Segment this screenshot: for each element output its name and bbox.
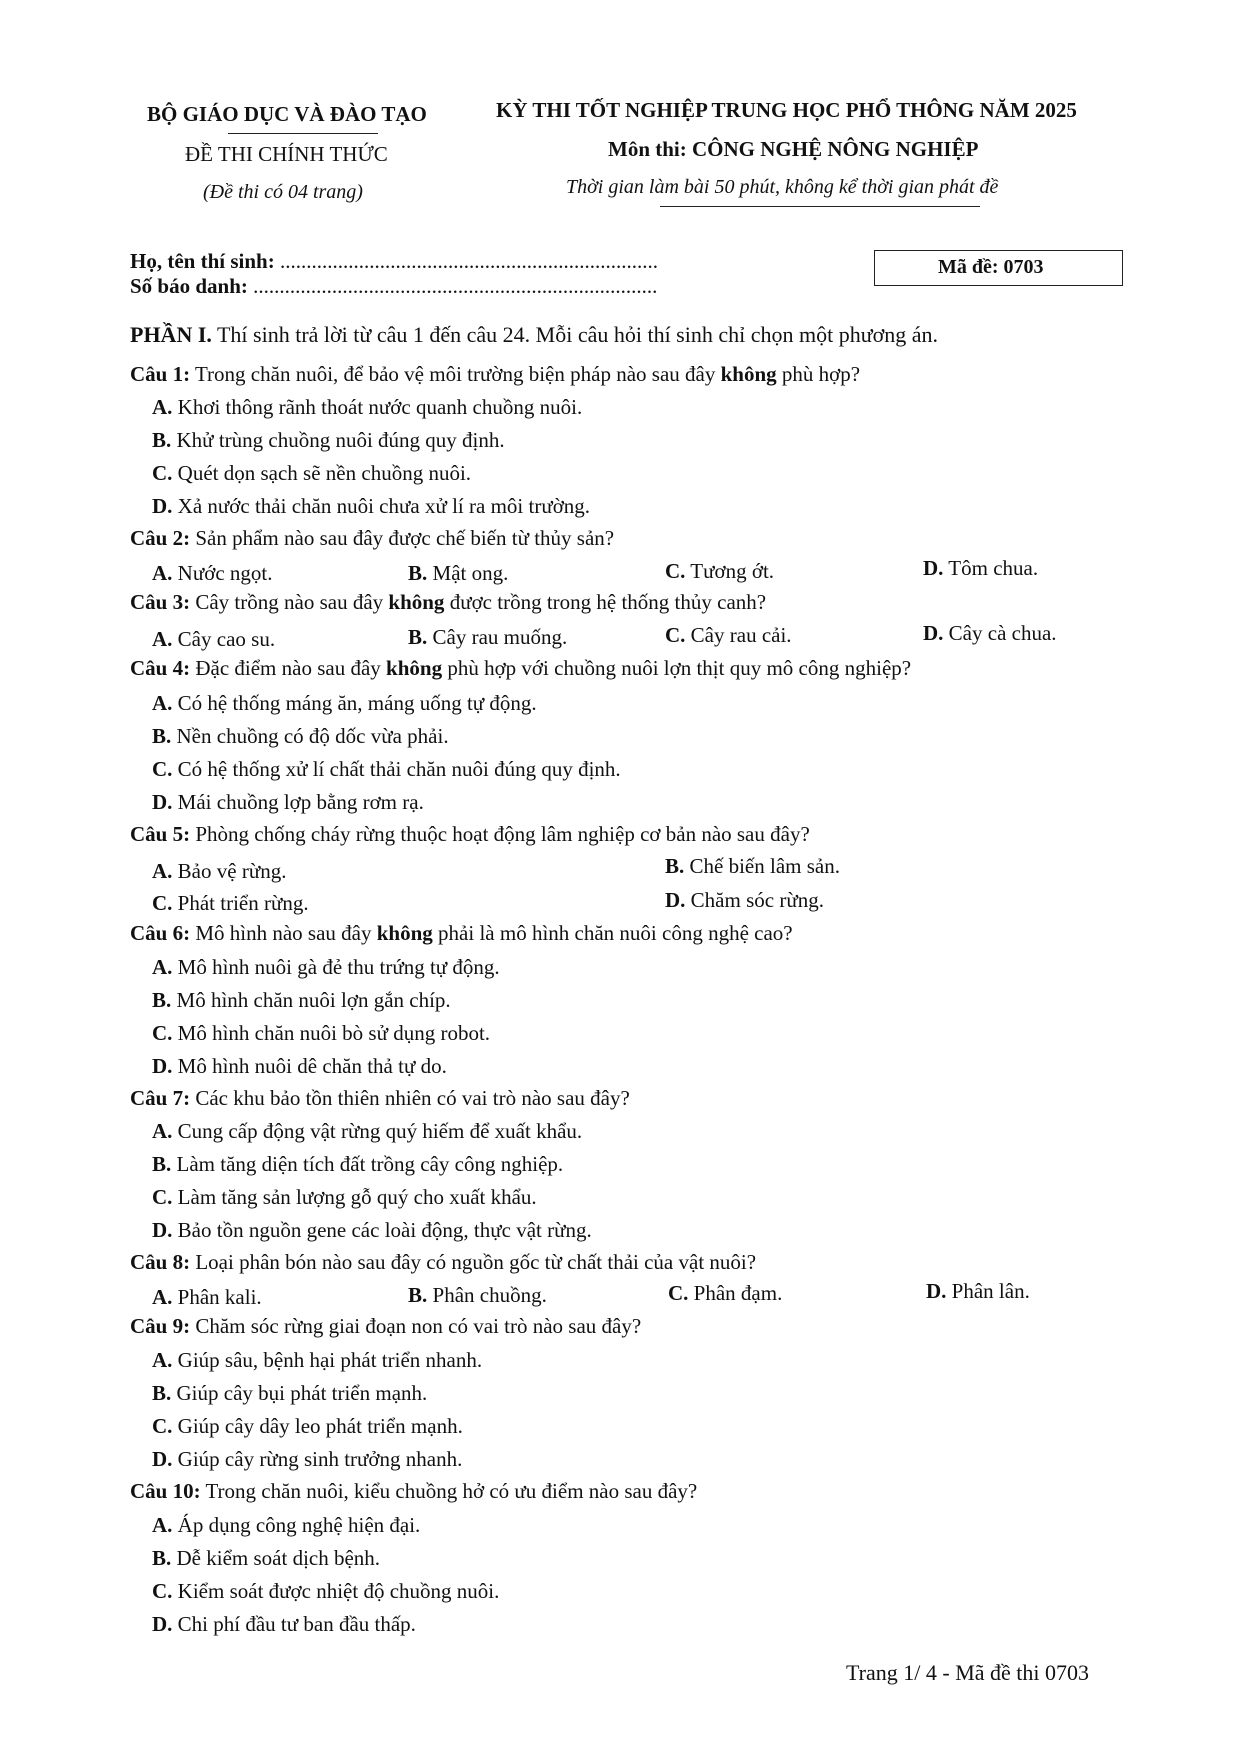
option-d[interactable]: D. Xả nước thải chăn nuôi chưa xử lí ra môi trường. bbox=[152, 494, 591, 518]
question-emphasis: không bbox=[720, 362, 777, 386]
option-c[interactable]: C. Kiểm soát được nhiệt độ chuồng nuôi. bbox=[152, 1579, 500, 1603]
question-number: Câu 8: bbox=[130, 1250, 191, 1274]
question-number: Câu 1: bbox=[130, 362, 191, 386]
question-text: Cây trồng nào sau đây bbox=[190, 590, 389, 614]
option-c[interactable]: C. Tương ớt. bbox=[665, 559, 775, 583]
question-stem bbox=[130, 362, 860, 387]
option-d[interactable]: D. Mô hình nuôi dê chăn thả tự do. bbox=[152, 1054, 447, 1078]
option-b[interactable]: B. Giúp cây bụi phát triển mạnh. bbox=[152, 1381, 428, 1405]
question-number: Câu 2: bbox=[130, 526, 191, 550]
subject-name: CÔNG NGHỆ NÔNG NGHIỆP bbox=[692, 137, 979, 161]
option-a[interactable]: A. Phân kali. bbox=[152, 1285, 262, 1309]
part-heading bbox=[130, 322, 938, 348]
option-b[interactable]: B. Mật ong. bbox=[408, 561, 509, 585]
option-d[interactable]: D. Giúp cây rừng sinh trưởng nhanh. bbox=[152, 1447, 463, 1471]
part-label: PHẦN I. bbox=[130, 322, 212, 347]
option-d[interactable]: D. Chăm sóc rừng. bbox=[665, 888, 824, 912]
subject-line bbox=[608, 137, 978, 162]
question-text: Đặc điểm nào sau đây bbox=[190, 656, 387, 680]
question-text-end: phù hợp với chuồng nuôi lợn thịt quy mô công nghiệp? bbox=[442, 656, 912, 680]
question-text-end: phù hợp? bbox=[776, 362, 861, 386]
option-d[interactable]: D. Mái chuồng lợp bằng rơm rạ. bbox=[152, 790, 424, 814]
candidate-name-label: Họ, tên thí sinh: bbox=[130, 249, 275, 273]
option-c[interactable]: C. Cây rau cải. bbox=[665, 623, 792, 647]
exam-code-box bbox=[874, 250, 1123, 286]
option-b[interactable]: B. Cây rau muống. bbox=[408, 625, 568, 649]
question-stem bbox=[130, 526, 614, 551]
question-stem bbox=[130, 1479, 697, 1504]
time-underline bbox=[660, 206, 980, 207]
question-stem bbox=[130, 822, 810, 847]
question-stem bbox=[130, 590, 766, 615]
question-number: Câu 4: bbox=[130, 656, 191, 680]
option-d[interactable]: D. Chi phí đầu tư ban đầu thấp. bbox=[152, 1612, 416, 1636]
question-text: Trong chăn nuôi, để bảo vệ môi trường biện pháp nào sau đây bbox=[190, 362, 721, 386]
option-b[interactable]: B. Nền chuồng có độ dốc vừa phải. bbox=[152, 724, 449, 748]
option-b[interactable]: B. Dễ kiểm soát dịch bệnh. bbox=[152, 1546, 381, 1570]
option-a[interactable]: A. Cây cao su. bbox=[152, 627, 276, 651]
candidate-id-dots: ............................................................................. bbox=[253, 274, 658, 298]
option-c[interactable]: C. Quét dọn sạch sẽ nền chuồng nuôi. bbox=[152, 461, 472, 485]
question-text-end: được trồng trong hệ thống thủy canh? bbox=[444, 590, 767, 614]
ministry-underline bbox=[228, 133, 378, 134]
question-stem bbox=[130, 656, 911, 681]
option-a[interactable]: A. Khơi thông rãnh thoát nước quanh chuồng nuôi. bbox=[152, 395, 583, 419]
part-instructions: Thí sinh trả lời từ câu 1 đến câu 24. Mỗi câu hỏi thí sinh chỉ chọn một phương án. bbox=[211, 322, 939, 347]
option-d[interactable]: D. Phân lân. bbox=[926, 1279, 1030, 1303]
option-c[interactable]: C. Phát triển rừng. bbox=[152, 891, 309, 915]
candidate-name-dots: ........................................................................ bbox=[279, 249, 658, 273]
question-text: Mô hình nào sau đây bbox=[190, 921, 377, 945]
option-a[interactable]: A. Có hệ thống máng ăn, máng uống tự động. bbox=[152, 691, 537, 715]
page-footer: Trang 1/ 4 - Mã đề thi 0703 bbox=[846, 1660, 1090, 1685]
question-text: Phòng chống cháy rừng thuộc hoạt động lâm nghiệp cơ bản nào sau đây? bbox=[190, 822, 810, 846]
option-a[interactable]: A. Mô hình nuôi gà đẻ thu trứng tự động. bbox=[152, 955, 500, 979]
question-text: Các khu bảo tồn thiên nhiên có vai trò nào sau đây? bbox=[190, 1086, 630, 1110]
option-d[interactable]: D. Bảo tồn nguồn gene các loài động, thực vật rừng. bbox=[152, 1218, 592, 1242]
question-emphasis: không bbox=[388, 590, 445, 614]
option-b[interactable]: B. Mô hình chăn nuôi lợn gắn chíp. bbox=[152, 988, 451, 1012]
option-a[interactable]: A. Giúp sâu, bệnh hại phát triển nhanh. bbox=[152, 1348, 483, 1372]
option-c[interactable]: C. Giúp cây dây leo phát triển mạnh. bbox=[152, 1414, 463, 1438]
option-d[interactable]: D. Tôm chua. bbox=[923, 556, 1039, 580]
option-c[interactable]: C. Phân đạm. bbox=[668, 1281, 783, 1305]
option-b[interactable]: B. Phân chuồng. bbox=[408, 1283, 547, 1307]
option-a[interactable]: A. Nước ngọt. bbox=[152, 561, 273, 585]
question-text: Chăm sóc rừng giai đoạn non có vai trò nào sau đây? bbox=[190, 1314, 642, 1338]
option-c[interactable]: C. Mô hình chăn nuôi bò sử dụng robot. bbox=[152, 1021, 491, 1045]
question-stem bbox=[130, 1086, 630, 1111]
option-b[interactable]: B. Chế biến lâm sản. bbox=[665, 854, 840, 878]
option-a[interactable]: A. Áp dụng công nghệ hiện đại. bbox=[152, 1513, 421, 1537]
exam-title: KỲ THI TỐT NGHIỆP TRUNG HỌC PHỔ THÔNG NĂM 2025 bbox=[496, 98, 1077, 122]
question-stem bbox=[130, 1250, 756, 1275]
option-b[interactable]: B. Làm tăng diện tích đất trồng cây công nghiệp. bbox=[152, 1152, 564, 1176]
question-number: Câu 5: bbox=[130, 822, 191, 846]
question-number: Câu 6: bbox=[130, 921, 191, 945]
option-c[interactable]: C. Làm tăng sản lượng gỗ quý cho xuất khẩu. bbox=[152, 1185, 537, 1209]
question-text: Trong chăn nuôi, kiểu chuồng hở có ưu điểm nào sau đây? bbox=[200, 1479, 698, 1503]
question-number: Câu 9: bbox=[130, 1314, 191, 1338]
question-stem bbox=[130, 921, 793, 946]
question-text: Sản phẩm nào sau đây được chế biến từ thủy sản? bbox=[190, 526, 615, 550]
question-number: Câu 10: bbox=[130, 1479, 201, 1503]
subject-label: Môn thi: bbox=[608, 137, 687, 161]
question-text: Loại phân bón nào sau đây có nguồn gốc từ chất thải của vật nuôi? bbox=[190, 1250, 757, 1274]
question-stem bbox=[130, 1314, 641, 1339]
ministry-name: BỘ GIÁO DỤC VÀ ĐÀO TẠO bbox=[147, 102, 427, 126]
official-label: ĐỀ THI CHÍNH THỨC bbox=[185, 142, 388, 166]
candidate-name-line bbox=[130, 249, 658, 274]
question-number: Câu 7: bbox=[130, 1086, 191, 1110]
option-d[interactable]: D. Cây cà chua. bbox=[923, 621, 1057, 645]
time-note: Thời gian làm bài 50 phút, không kể thời gian phát đề bbox=[566, 176, 999, 198]
question-emphasis: không bbox=[386, 656, 443, 680]
question-text-end: phải là mô hình chăn nuôi công nghệ cao? bbox=[432, 921, 793, 945]
question-number: Câu 3: bbox=[130, 590, 191, 614]
option-a[interactable]: A. Bảo vệ rừng. bbox=[152, 859, 287, 883]
pages-note: (Đề thi có 04 trang) bbox=[203, 181, 363, 203]
candidate-id-line bbox=[130, 274, 657, 299]
option-a[interactable]: A. Cung cấp động vật rừng quý hiếm để xuất khẩu. bbox=[152, 1119, 583, 1143]
candidate-id-label: Số báo danh: bbox=[130, 274, 248, 298]
exam-code: Mã đề: 0703 bbox=[938, 256, 1044, 278]
option-c[interactable]: C. Có hệ thống xử lí chất thải chăn nuôi đúng quy định. bbox=[152, 757, 621, 781]
question-emphasis: không bbox=[376, 921, 433, 945]
option-b[interactable]: B. Khử trùng chuồng nuôi đúng quy định. bbox=[152, 428, 505, 452]
